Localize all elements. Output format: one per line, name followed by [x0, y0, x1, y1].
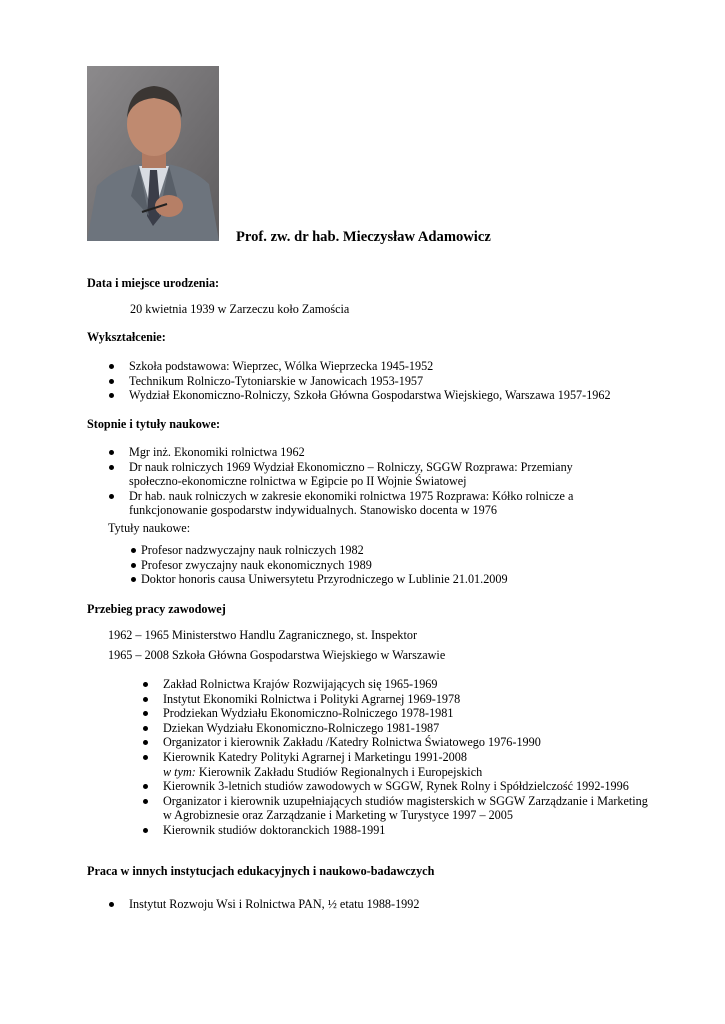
bullet-icon: [143, 828, 148, 833]
career-list: [163, 677, 648, 838]
bullet-icon: [109, 450, 114, 455]
list-item: Instytut Rozwoju Wsi i Rolnictwa PAN, ½ etatu 1988-1992: [129, 897, 419, 912]
list-item: Organizator i kierownik uzupełniających studiów magisterskich w SGGW Zarządzanie i Marketing: [163, 794, 648, 809]
bullet-icon: [109, 494, 114, 499]
bullet-icon: [143, 697, 148, 702]
bullet-icon: [143, 755, 148, 760]
list-item-continuation: społeczno-ekonomiczne rolnictwa w Egipcie po II Wojnie Światowej: [129, 474, 467, 489]
list-item: Kierownik 3-letnich studiów zawodowych w SGGW, Rynek Rolny i Spółdzielczość 1992-1996: [163, 779, 648, 794]
list-item: Technikum Rolniczo-Tytoniarskie w Janowicach 1953-1957: [129, 374, 611, 389]
other-list: [129, 897, 419, 912]
birth-text: 20 kwietnia 1939 w Zarzeczu koło Zamościa: [130, 302, 350, 316]
list-item-continuation: funkcjonowanie gospodarstw indywidualnych. Stanowisko docenta w 1976: [129, 503, 497, 518]
degrees-list: [129, 445, 573, 518]
list-item: Szkoła podstawowa: Wieprzec, Wólka Wieprzecka 1945-1952: [129, 359, 611, 374]
bullet-icon: [143, 740, 148, 745]
titles-label: Tytuły naukowe:: [108, 521, 191, 535]
other-heading: Praca w innych instytucjach edukacyjnych i naukowo-badawczych: [87, 864, 435, 878]
list-item-continuation: w tym: Kierownik Zakładu Studiów Regionalnych i Europejskich: [163, 764, 483, 779]
bullet-icon: [109, 465, 114, 470]
bullet-icon: [143, 799, 148, 804]
list-item: Profesor nadzwyczajny nauk rolniczych 1982: [141, 543, 508, 558]
career-heading: Przebieg pracy zawodowej: [87, 602, 226, 616]
wtym-label: w tym:: [163, 764, 196, 779]
bullet-icon: [143, 726, 148, 731]
list-item: Organizator i kierownik Zakładu /Katedry Rolnictwa Światowego 1976-1990: [163, 735, 648, 750]
list-item: Doktor honoris causa Uniwersytetu Przyrodniczego w Lublinie 21.01.2009: [141, 572, 508, 587]
list-item: Dr hab. nauk rolniczych w zakresie ekonomiki rolnictwa 1975 Rozprawa: Kółko rolnicze a: [129, 489, 573, 504]
list-item: Wydział Ekonomiczno-Rolniczy, Szkoła Główna Gospodarstwa Wiejskiego, Warszawa 1957-1962: [129, 388, 611, 403]
titles-list: [141, 543, 508, 587]
bullet-icon: [109, 902, 114, 907]
education-heading: Wykształcenie:: [87, 330, 166, 344]
career-line-2: 1965 – 2008 Szkoła Główna Gospodarstwa Wiejskiego w Warszawie: [108, 648, 446, 662]
list-item: Kierownik Katedry Polityki Agrarnej i Marketingu 1991-2008: [163, 750, 648, 765]
list-item: Instytut Ekonomiki Rolnictwa i Polityki Agrarnej 1969-1978: [163, 692, 648, 707]
career-line-1: 1962 – 1965 Ministerstwo Handlu Zagranicznego, st. Inspektor: [108, 628, 418, 642]
list-item: Zakład Rolnictwa Krajów Rozwijających się 1965-1969: [163, 677, 648, 692]
list-item: Prodziekan Wydziału Ekonomiczno-Rolniczego 1978-1981: [163, 706, 648, 721]
bullet-icon: [109, 379, 114, 384]
bullet-icon: [131, 548, 136, 553]
list-item: Kierownik studiów doktoranckich 1988-1991: [163, 823, 648, 838]
list-item: Mgr inż. Ekonomiki rolnictwa 1962: [129, 445, 573, 460]
degrees-heading: Stopnie i tytuły naukowe:: [87, 417, 221, 431]
portrait-photo: [87, 66, 219, 241]
list-item: Dziekan Wydziału Ekonomiczno-Rolniczego 1981-1987: [163, 721, 648, 736]
bullet-icon: [143, 784, 148, 789]
education-list: [129, 359, 611, 403]
bullet-icon: [131, 563, 136, 568]
list-item-continuation: w Agrobiznesie oraz Zarządzanie i Marketing w Turystyce 1997 – 2005: [163, 808, 513, 823]
birth-heading: Data i miejsce urodzenia:: [87, 276, 220, 290]
list-item: Profesor zwyczajny nauk ekonomicznych 1989: [141, 558, 508, 573]
bullet-icon: [143, 711, 148, 716]
list-item: Dr nauk rolniczych 1969 Wydział Ekonomiczno – Rolniczy, SGGW Rozprawa: Przemiany: [129, 460, 573, 475]
bullet-icon: [109, 393, 114, 398]
bullet-icon: [131, 577, 136, 582]
bullet-icon: [143, 682, 148, 687]
person-name: Prof. zw. dr hab. Mieczysław Adamowicz: [236, 229, 491, 245]
bullet-icon: [109, 364, 114, 369]
